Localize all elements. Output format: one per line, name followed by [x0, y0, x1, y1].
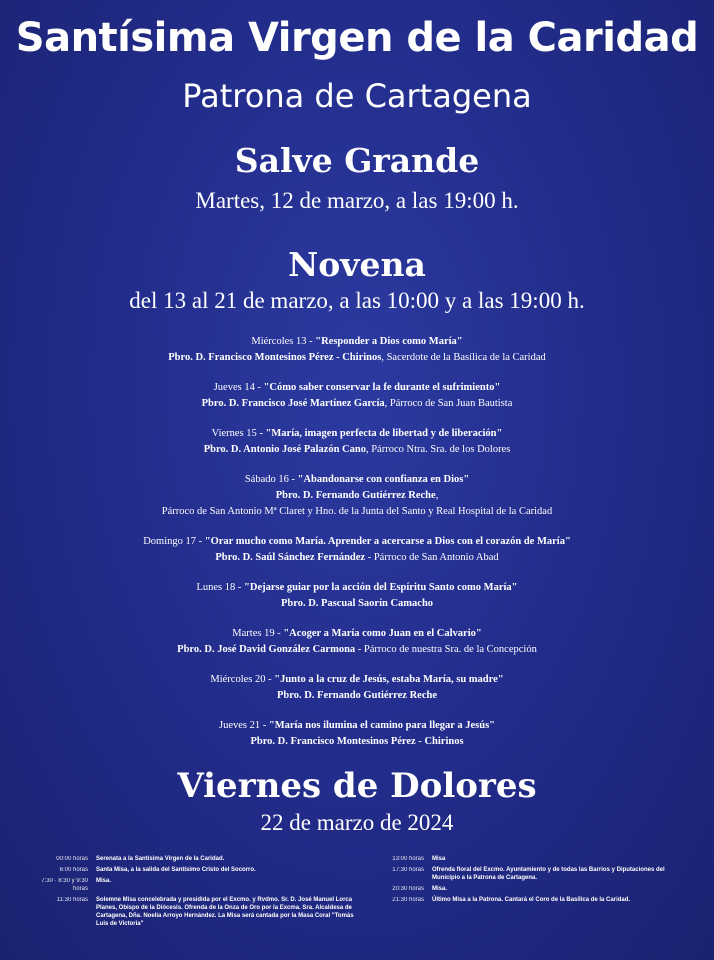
day-label: Sábado 16	[244, 474, 289, 485]
novena-day: Sábado 16 - "Abandonarse con confianza en Dios" Pbro. D. Fernando Gutiérrez Reche, Párroco de San Antonio Mª Claret y Hno. de la Junta del Santo y Real Hospital de la Caridad	[0, 472, 714, 520]
schedule-time: 21:30 horas	[392, 897, 424, 903]
day-role: , Párroco de San Juan Bautista	[384, 398, 513, 409]
schedule-time: 20:30 horas	[392, 886, 424, 892]
schedule-item	[372, 855, 682, 863]
schedule-desc: Misa.	[432, 886, 448, 892]
day-label: Lunes 18	[196, 582, 236, 593]
day-theme: "Responder a Dios como María"	[315, 336, 463, 347]
day-label: Jueves 14	[213, 382, 255, 393]
day-label: Jueves 21	[218, 720, 261, 731]
day-theme: "María nos ilumina el camino para llegar a Jesús"	[268, 720, 495, 731]
day-theme: "María, imagen perfecta de libertad y de liberación"	[265, 428, 503, 439]
schedule-item	[36, 855, 366, 863]
novena-list	[0, 334, 714, 764]
day-label: Martes 19	[232, 628, 275, 639]
schedule-time: 17:30 horas	[392, 867, 424, 873]
day-theme: "Cómo saber conservar la fe durante el sufrimiento"	[263, 382, 501, 393]
schedule-desc: Último Misa a la Patrona. Cantará el Coro de la Basílica de la Caridad.	[432, 897, 631, 903]
day-theme: "Dejarse guiar por la acción del Espíritu Santo como María"	[244, 582, 518, 593]
day-theme: "Orar mucho como María. Aprender a acercarse a Dios con el corazón de María"	[204, 536, 571, 547]
day-priest: Pbro. D. Francisco Montesinos Pérez - Chirinos	[168, 352, 382, 363]
day-extra: Párroco de San Antonio Mª Claret y Hno. de la Junta del Santo y Real Hospital de la Caridad	[161, 506, 553, 517]
novena-day: Viernes 15 - "María, imagen perfecta de libertad y de liberación" Pbro. D. Antonio José Palazón Cano, Párroco Ntra. Sra. de los Dolores	[203, 428, 511, 455]
schedule-time: 13:00 horas	[392, 856, 424, 862]
schedule-desc: Santa Misa, a la salida del Santísimo Cristo del Socorro.	[96, 867, 256, 873]
schedule-desc: Misa	[432, 856, 446, 862]
day-role: ,	[435, 490, 439, 501]
day-theme: "Junto a la cruz de Jesús, estaba María, su madre"	[274, 674, 504, 685]
novena-day: Domingo 17 - "Orar mucho como María. Aprender a acercarse a Dios con el corazón de María" Pbro. D. Saúl Sánchez Fernández - Párroco de San Antonio Abad	[143, 536, 571, 563]
day-priest: Pbro. D. Pascual Saorín Camacho	[280, 598, 434, 609]
schedule-time: 7:30 · 8:30 y 9:30 horas	[41, 878, 88, 892]
novena-day: Jueves 14 - "Cómo saber conservar la fe durante el sufrimiento" Pbro. D. Francisco José Martínez García, Párroco de San Juan Bautista	[201, 382, 513, 409]
day-role: - Párroco de San Antonio Abad	[365, 552, 499, 563]
schedule-item	[372, 885, 682, 893]
day-label: Miércoles 13	[251, 336, 307, 347]
schedule-left	[36, 855, 366, 931]
schedule-time: 11:30 horas	[56, 897, 88, 903]
salve-heading: Salve Grande	[234, 141, 480, 180]
day-priest: Pbro. D. Antonio José Palazón Cano	[203, 444, 366, 455]
dolores-heading: Viernes de Dolores	[177, 766, 537, 806]
novena-heading: Novena	[288, 245, 426, 284]
salve-date: Martes, 12 de marzo, a las 19:00 h.	[195, 188, 519, 213]
dolores-date: 22 de marzo de 2024	[260, 810, 454, 835]
schedule-item	[36, 896, 366, 928]
day-role: , Párroco Ntra. Sra. de los Dolores	[365, 444, 511, 455]
day-label: Viernes 15	[211, 428, 257, 439]
novena-day: Jueves 21 - "María nos ilumina el camino para llegar a Jesús" Pbro. D. Francisco Montesinos Pérez - Chirinos	[218, 720, 495, 747]
schedule-desc: Misa.	[96, 878, 112, 884]
schedule-item	[372, 896, 682, 904]
schedule-desc: Serenata a la Santísima Virgen de la Caridad.	[96, 856, 225, 862]
day-label: Miércoles 20	[210, 674, 266, 685]
day-priest: Pbro. D. Francisco José Martínez García	[201, 398, 385, 409]
page-title: Santísima Virgen de la Caridad	[15, 15, 699, 61]
schedule-desc: Solemne Misa concelebrada y presidida por el Excmo. y Rvdmo. Sr. D. José Manuel Lorca Planes, Obispo de la Diócesis. Ofrenda de la Onza de Oro por la Excma. Sra. Alcaldesa de Cartagena, Dña. Noelia Arroyo Hernández. La Misa será cantada por la Masa Coral "Tomás Luis de Victoria"	[96, 897, 354, 927]
day-priest: Pbro. D. Fernando Gutiérrez Reche	[277, 690, 437, 701]
page-subtitle: Patrona de Cartagena	[182, 77, 532, 115]
day-theme: "Acoger a María como Juan en el Calvario"	[283, 628, 482, 639]
day-priest: Pbro. D. Saúl Sánchez Fernández	[215, 552, 366, 563]
schedule-item	[36, 877, 366, 893]
schedule-item	[36, 866, 366, 874]
day-role: , Sacerdote de la Basílica de la Caridad	[381, 352, 546, 363]
schedule-time: 00:00 horas	[56, 856, 88, 862]
schedule	[0, 855, 714, 955]
schedule-right	[372, 855, 682, 907]
day-priest: Pbro. D. Fernando Gutiérrez Reche	[275, 490, 436, 501]
novena-day: Miércoles 13 - "Responder a Dios como María" Pbro. D. Francisco Montesinos Pérez - Chirinos, Sacerdote de la Basílica de la Caridad	[168, 336, 546, 363]
novena-date: del 13 al 21 de marzo, a las 10:00 y a las 19:00 h.	[129, 288, 585, 313]
novena-day: Miércoles 20 - "Junto a la cruz de Jesús, estaba María, su madre" Pbro. D. Fernando Gutiérrez Reche	[210, 674, 504, 701]
novena-day: Martes 19 - "Acoger a María como Juan en el Calvario" Pbro. D. José David González Carmona - Párroco de nuestra Sra. de la Concepción	[177, 628, 537, 655]
day-priest: Pbro. D. José David González Carmona	[177, 644, 356, 655]
day-label: Domingo 17	[143, 536, 196, 547]
novena-day: Lunes 18 - "Dejarse guiar por la acción del Espíritu Santo como María" Pbro. D. Pascual Saorín Camacho	[196, 582, 518, 609]
schedule-desc: Ofrenda floral del Excmo. Ayuntamiento y de todas las Barrios y Diputaciones del Municipio a la Patrona de Cartagena.	[432, 867, 665, 881]
schedule-item	[372, 866, 682, 882]
day-role: - Párroco de nuestra Sra. de la Concepción	[355, 644, 537, 655]
schedule-time: 6:00 horas	[59, 867, 88, 873]
day-priest: Pbro. D. Francisco Montesinos Pérez - Chirinos	[250, 736, 464, 747]
day-theme: "Abandonarse con confianza en Dios"	[297, 474, 470, 485]
